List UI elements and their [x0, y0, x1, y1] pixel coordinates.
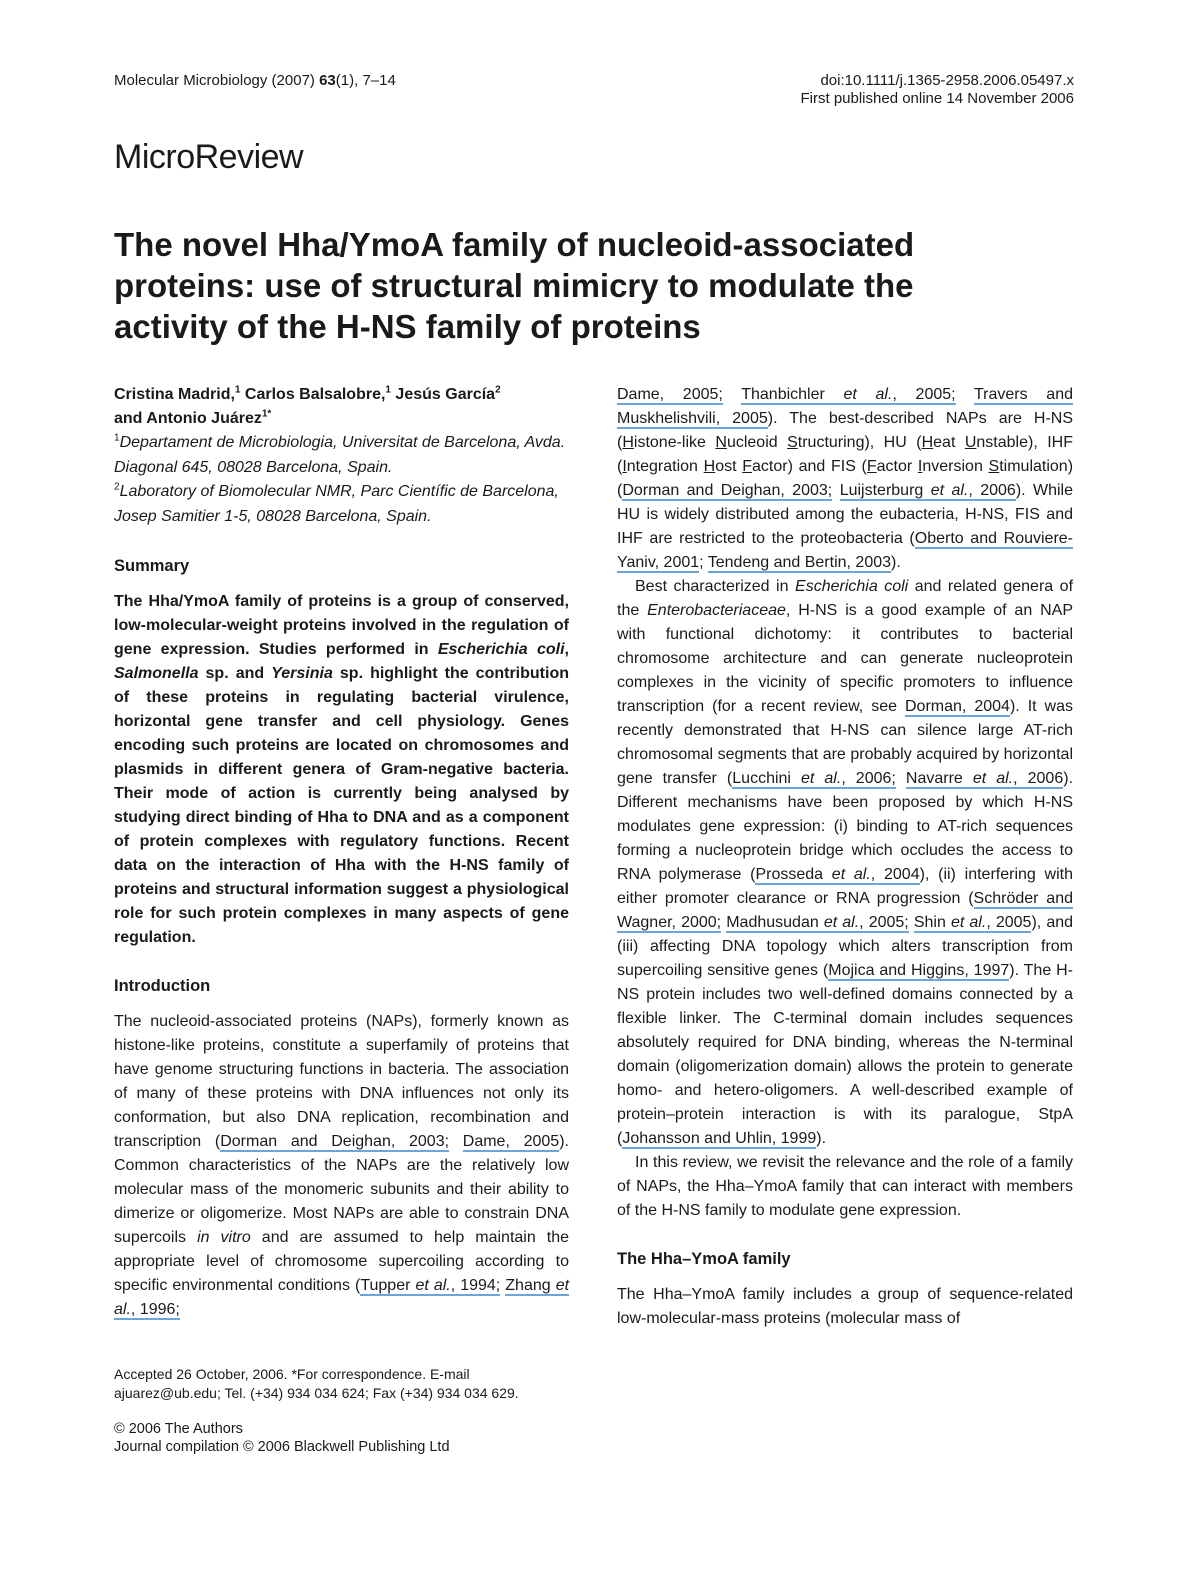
- affiliation-marker: 1*: [261, 408, 272, 420]
- doi: doi:10.1111/j.1365-2958.2006.05497.x: [820, 72, 1074, 89]
- affiliation-marker: 2: [495, 384, 501, 396]
- author-name: Jesús García: [390, 386, 496, 403]
- reference-link[interactable]: Mojica and Higgins, 1997: [828, 962, 1010, 979]
- reference-link[interactable]: Navarre et al., 2006: [905, 770, 1064, 787]
- reference-link[interactable]: Dorman and Deighan, 2003;: [220, 1133, 450, 1150]
- reference-link[interactable]: Shin et al., 2005: [913, 914, 1032, 931]
- journal-volume: 63: [319, 72, 336, 89]
- body-paragraph: The Hha–YmoA family includes a group of sequence-related low-molecular-mass proteins (molecular mass of: [617, 1286, 1073, 1327]
- correspondence-marker: *: [267, 408, 272, 420]
- right-column: [617, 383, 1073, 1331]
- reference-link[interactable]: Oberto and Rouviere-Yaniv, 2001: [617, 530, 1073, 571]
- published-date: First published online 14 November 2006: [800, 90, 1074, 107]
- title-line: proteins: use of structural mimicry to modulate the: [114, 267, 914, 304]
- reference-link[interactable]: Dame, 2005: [462, 1133, 560, 1150]
- doi-block: [801, 72, 1075, 108]
- reference-link[interactable]: Dorman and Deighan, 2003;: [622, 482, 833, 499]
- body-paragraph: Dame, 2005; Thanbichler et al., 2005; Travers and Muskhelishvili, 2005). The best-described NAPs are H-NS (Histone-like Nucleoid Structuring), HU (Heat Unstable), IHF (Integration Host Factor) and FIS (Factor Inversion Stimulation) (Dorman and Deighan, 2003; Luijsterburg et al., 2006). While HU is widely distributed among the eubacteria, H-NS, FIS and IHF are restricted to the proteobacteria (Oberto and Rouviere-Yaniv, 2001; Tendeng and Bertin, 2003).: [617, 386, 1074, 571]
- introduction-heading: Introduction: [114, 977, 211, 995]
- correspondence-footnote: Accepted 26 October, 2006. *For correspondence. E-mail ajuarez@ub.edu; Tel. (+34) 934 034 624; Fax (+34) 934 034 629.: [114, 1366, 519, 1401]
- summary-text: The Hha/YmoA family of proteins is a group of conserved, low-molecular-weight proteins involved in the regulation of gene expression. Studies performed in Escherichia coli, Salmonella sp. and Yersinia sp. highlight the contribution of these proteins in regulating bacterial virulence, horizontal gene transfer and cell physiology. Genes encoding such proteins are located on chromosomes and plasmids in different genera of Gram-negative bacteria. Their mode of action is currently being analysed by studying direct binding of Hha to DNA and as a component of protein complexes with regulatory functions. Recent data on the interaction of Hha with the H-NS family of proteins and structural information suggest a physiological role for such protein complexes in many aspects of gene regulation.: [114, 593, 569, 946]
- journal-citation: [114, 72, 396, 90]
- reference-link[interactable]: Zhang et al., 1996;: [114, 1277, 570, 1318]
- reference-link[interactable]: Luijsterburg et al., 2006: [839, 482, 1016, 499]
- reference-link[interactable]: Thanbichler et al., 2005;: [741, 386, 956, 403]
- summary-heading: Summary: [114, 557, 190, 575]
- title-line: activity of the H-NS family of proteins: [114, 308, 701, 345]
- reference-link[interactable]: Dame, 2005;: [617, 386, 723, 403]
- title-line: The novel Hha/YmoA family of nucleoid-associated: [114, 226, 915, 263]
- reference-link[interactable]: Prosseda et al., 2004: [755, 866, 920, 883]
- reference-link[interactable]: Tendeng and Bertin, 2003: [707, 554, 892, 571]
- affiliation-marker: 1: [385, 384, 391, 396]
- introduction-paragraph: The nucleoid-associated proteins (NAPs), formerly known as histone-like proteins, constitute a superfamily of proteins that have genome structuring functions in bacteria. The association of many of these proteins with DNA influences not only its conformation, but also DNA replication, recombination and transcription (Dorman and Deighan, 2003; Dame, 2005). Common characteristics of the NAPs are the relatively low molecular mass of the monomeric subunits and their ability to dimerize or oligomerize. Most NAPs are able to constrain DNA supercoils in vitro and are assumed to help maintain the appropriate level of chromosome supercoiling according to specific environmental conditions (Tupper et al., 1994; Zhang et al., 1996;: [114, 1013, 570, 1318]
- affiliation: $^2$Laboratory of Biomolecular NMR, Parc Científic de Barcelona, Josep Samitier 1-5, 08028 Barcelona, Spain.: [114, 481, 559, 525]
- reference-link[interactable]: Tupper et al., 1994;: [360, 1277, 501, 1294]
- section-heading: The Hha–YmoA family: [617, 1250, 791, 1268]
- author-list: [114, 383, 569, 431]
- left-column: [114, 383, 569, 1322]
- body-paragraph: Best characterized in Escherichia coli and related genera of the Enterobacteriaceae, H-NS is a good example of an NAP with functional dichotomy: it contributes to bacterial chromosome architecture and can generate nucleoprotein complexes in the vicinity of specific promoters to influence transcription (for a recent review, see Dorman, 2004). It was recently demonstrated that H-NS can silence large AT-rich chromosomal segments that are probably acquired by horizontal gene transfer (Lucchini et al., 2006; Navarre et al., 2006). Different mechanisms have been proposed by which H-NS modulates gene expression: (i) binding to AT-rich sequences forming a nucleoprotein bridge which occludes the access to RNA polymerase (Prosseda et al., 2004), (ii) interfering with either promoter clearance or RNA progression (Schröder and Wagner, 2000; Madhusudan et al., 2005; Shin et al., 2005), and (iii) affecting DNA topology which alters transcription from supercoiling sensitive genes (Mojica and Higgins, 1997). The H-NS protein includes two well-defined domains connected by a flexible linker. The C-terminal domain includes sequences absolutely required for DNA binding, whereas the N-terminal domain (oligomerization domain) allows the protein to generate homo- and hetero-oligomers. A well-described example of protein–protein interaction is with its paralogue, StpA (Johansson and Uhlin, 1999).: [617, 578, 1074, 1147]
- author-name: and Antonio Juárez: [114, 410, 262, 427]
- article-title: [114, 224, 1094, 347]
- reference-link[interactable]: Schröder and Wagner, 2000;: [617, 890, 1074, 931]
- affiliation: $^1$Departament de Microbiologia, Universitat de Barcelona, Avda. Diagonal 645, 08028 Barcelona, Spain.: [114, 432, 566, 476]
- journal-name: Molecular Microbiology (2007): [114, 72, 320, 89]
- copyright-line: © 2006 The Authors: [114, 1421, 243, 1437]
- reference-link[interactable]: Johansson and Uhlin, 1999: [622, 1130, 817, 1147]
- copyright-line: Journal compilation © 2006 Blackwell Publishing Ltd: [114, 1439, 450, 1455]
- reference-link[interactable]: Lucchini et al., 2006;: [732, 770, 896, 787]
- copyright-notice: [114, 1420, 614, 1456]
- author-name: Carlos Balsalobre,: [240, 386, 386, 403]
- article-type: MicroReview: [114, 138, 304, 176]
- reference-link[interactable]: Madhusudan et al., 2005;: [726, 914, 909, 931]
- author-name: Cristina Madrid,: [114, 386, 235, 403]
- body-paragraph: In this review, we revisit the relevance and the role of a family of NAPs, the Hha–YmoA family that can interact with members of the H-NS family to modulate gene expression.: [617, 1154, 1073, 1219]
- reference-link[interactable]: Travers and Muskhelishvili, 2005: [617, 386, 1074, 427]
- journal-issue-pages: (1), 7–14: [335, 72, 396, 89]
- reference-link[interactable]: Dorman, 2004: [905, 698, 1010, 715]
- affiliation-marker: 1: [234, 384, 241, 396]
